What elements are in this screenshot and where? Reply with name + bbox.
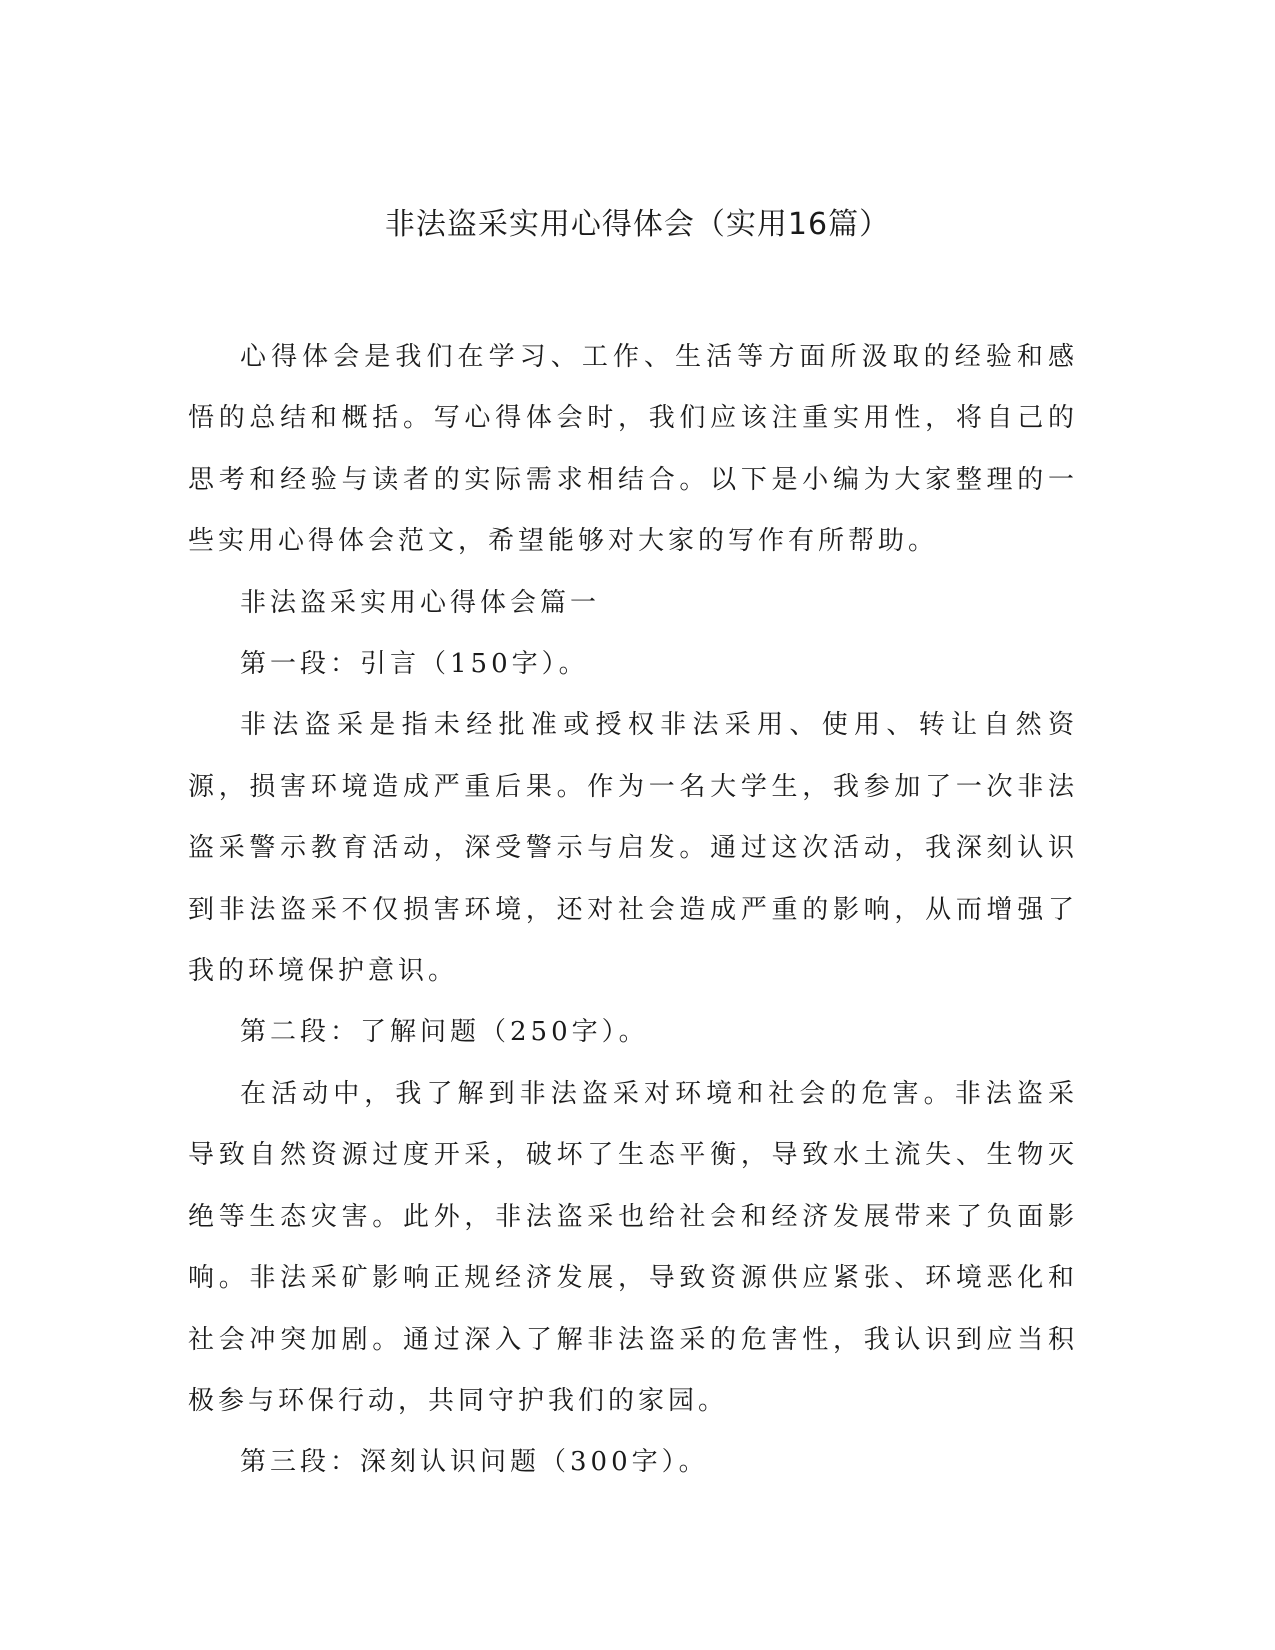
body-paragraph: 非法盗采是指未经批准或授权非法采用、使用、转让自然资源，损害环境造成严重后果。作为一名大学生，我参加了一次非法盗采警示教育活动，深受警示与启发。通过这次活动，我深刻认识到非法盗采不仅损害环境，还对社会造成严重的影响，从而增强了我的环境保护意识。 bbox=[188, 710, 1078, 987]
document-body bbox=[188, 327, 1078, 1494]
section-heading-part-one: 非法盗采实用心得体会篇一 bbox=[240, 587, 601, 618]
body-paragraph: 在活动中，我了解到非法盗采对环境和社会的危害。非法盗采导致自然资源过度开采，破坏了生态平衡，导致水土流失、生物灭绝等生态灾害。此外，非法盗采也给社会和经济发展带来了负面影响。非法采矿影响正规经济发展，导致资源供应紧张、环境恶化和社会冲突加剧。通过深入了解非法盗采的危害性，我认识到应当积极参与环保行动，共同守护我们的家园。 bbox=[188, 1078, 1078, 1416]
subheading-introduction: 第一段：引言（150字）。 bbox=[240, 649, 589, 680]
document-title: 非法盗采实用心得体会（实用16篇） bbox=[384, 207, 891, 242]
subheading-deep-understanding: 第三段：深刻认识问题（300字）。 bbox=[240, 1447, 709, 1478]
subheading-understanding: 第二段：了解问题（250字）。 bbox=[240, 1017, 649, 1048]
intro-paragraph: 心得体会是我们在学习、工作、生活等方面所汲取的经验和感悟的总结和概括。写心得体会时，我们应该注重实用性，将自己的思考和经验与读者的实际需求相结合。以下是小编为大家整理的一些实用心得体会范文，希望能够对大家的写作有所帮助。 bbox=[188, 342, 1078, 557]
